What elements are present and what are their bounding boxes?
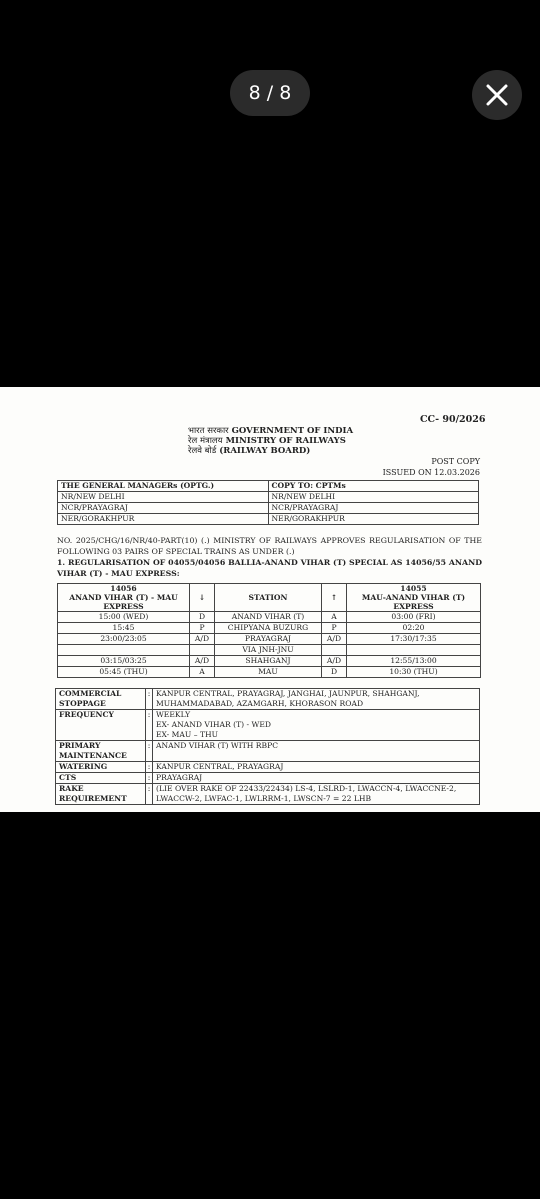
intro-paragraph: NO. 2025/CHG/16/NR/40-PART(10) (.) MINISTRY OF RAILWAYS APPROVES REGULARISATION OF THE FOLLOWING 03 PAIRS OF SPECIAL TRAINS AS UNDER (.) (57, 536, 482, 556)
cell: 17:30/17:35 (347, 634, 481, 645)
cell: A/D (190, 656, 215, 667)
letterhead-english: GOVERNMENT OF INDIA (231, 426, 354, 436)
cell: 10:30 (THU) (347, 667, 481, 678)
cell: A/D (322, 656, 347, 667)
detail-value: KANPUR CENTRAL, PRAYAGRAJ (153, 762, 480, 773)
detail-value: KANPUR CENTRAL, PRAYAGRAJ, JANGHAI, JAUNPUR, SHAHGANJ, MUHAMMADABAD, AZAMGARH, KHORASON ROAD (153, 689, 480, 710)
detail-value: PRAYAGRAJ (153, 773, 480, 784)
col-header (347, 584, 481, 612)
detail-line: EX- ANAND VIHAR (T) - WED (156, 720, 271, 729)
letterhead-hindi: भारत सरकार (188, 426, 229, 436)
close-icon (485, 83, 509, 107)
letterhead-english: MINISTRY OF RAILWAYS (225, 436, 346, 446)
detail-colon: : (146, 784, 153, 805)
detail-value (153, 710, 480, 741)
letterhead-hindi: रेलवे बोर्ड (188, 446, 217, 456)
body-text (57, 535, 482, 579)
table-row (56, 741, 480, 762)
cell: D (322, 667, 347, 678)
table-row (58, 612, 481, 623)
table-row (58, 503, 479, 514)
detail-line: WEEKLY (156, 710, 191, 719)
cell: 15:00 (WED) (58, 612, 190, 623)
cell: NER/GORAKHPUR (268, 514, 479, 525)
detail-key: PRIMARY MAINTENANCE (56, 741, 146, 762)
detail-colon: : (146, 762, 153, 773)
table-row (58, 634, 481, 645)
letterhead-hindi: रेल मंत्रालय (188, 436, 223, 446)
cell (190, 645, 215, 656)
cell: VIA JNH-JNU (215, 645, 322, 656)
detail-key: FREQUENCY (56, 710, 146, 741)
cell: 12:55/13:00 (347, 656, 481, 667)
detail-key: RAKE REQUIREMENT (56, 784, 146, 805)
detail-colon: : (146, 741, 153, 762)
col-header (58, 584, 190, 612)
table-row (56, 762, 480, 773)
issued-date: ISSUED ON 12.03.2026 (382, 468, 480, 477)
cell: A/D (322, 634, 347, 645)
table-row (58, 667, 481, 678)
item-heading (57, 557, 482, 579)
col-header: STATION (215, 584, 322, 612)
addressee-header: THE GENERAL MANAGERs (OPTG.) (58, 481, 269, 492)
detail-key: COMMERCIAL STOPPAGE (56, 689, 146, 710)
cell: PRAYAGRAJ (215, 634, 322, 645)
cell: 05:45 (THU) (58, 667, 190, 678)
cell: ANAND VIHAR (T) (215, 612, 322, 623)
addressee-table (57, 480, 479, 525)
detail-key: WATERING (56, 762, 146, 773)
reference-number: CC- 90/2026 (420, 414, 486, 425)
cell: A/D (190, 634, 215, 645)
cell: 03:00 (FRI) (347, 612, 481, 623)
post-copy: POST COPY (431, 457, 480, 466)
table-row (56, 710, 480, 741)
cell: NR/NEW DELHI (58, 492, 269, 503)
cell: 23:00/23:05 (58, 634, 190, 645)
letterhead-english: (RAILWAY BOARD) (219, 446, 311, 456)
cell: D (190, 612, 215, 623)
details-table (55, 688, 480, 805)
post-copy-block (383, 456, 480, 478)
detail-colon: : (146, 773, 153, 784)
cell: 03:15/03:25 (58, 656, 190, 667)
detail-key: CTS (56, 773, 146, 784)
cell: SHAHGANJ (215, 656, 322, 667)
letterhead-line (188, 426, 353, 436)
train-number: 14056 (110, 584, 137, 593)
table-row (58, 623, 481, 634)
table-row (58, 492, 479, 503)
copy-to-header: COPY TO: CPTMs (268, 481, 479, 492)
detail-colon: : (146, 689, 153, 710)
timetable (57, 583, 481, 678)
letterhead (188, 426, 353, 456)
table-row (58, 645, 481, 656)
letterhead-line (188, 446, 353, 456)
table-row (58, 656, 481, 667)
detail-colon: : (146, 710, 153, 741)
detail-value: (LIE OVER RAKE OF 22433/22434) LS-4, LSLRD-1, LWACCN-4, LWACCNE-2, LWACCW-2, LWFAC-1, LWLRRM-1, LWSCN-7 = 22 LHB (153, 784, 480, 805)
table-row (58, 514, 479, 525)
document-image (0, 387, 540, 812)
image-counter: 8 / 8 (230, 70, 310, 116)
cell: NCR/PRAYAGRAJ (58, 503, 269, 514)
col-header: ↓ (190, 584, 215, 612)
train-name: MAU-ANAND VIHAR (T) EXPRESS (361, 593, 466, 611)
table-row (56, 773, 480, 784)
letterhead-line (188, 436, 353, 446)
cell (322, 645, 347, 656)
cell: NER/GORAKHPUR (58, 514, 269, 525)
detail-value: ANAND VIHAR (T) WITH RBPC (153, 741, 480, 762)
table-row (56, 784, 480, 805)
cell: MAU (215, 667, 322, 678)
cell: NR/NEW DELHI (268, 492, 479, 503)
cell: 02:20 (347, 623, 481, 634)
close-button[interactable] (472, 70, 522, 120)
train-number: 14055 (400, 584, 427, 593)
detail-line: EX- MAU – THU (156, 730, 219, 739)
cell (58, 645, 190, 656)
cell: A (322, 612, 347, 623)
train-name: ANAND VIHAR (T) - MAU EXPRESS (69, 593, 178, 611)
cell (347, 645, 481, 656)
table-row (56, 689, 480, 710)
col-header: ↑ (322, 584, 347, 612)
cell: 15:45 (58, 623, 190, 634)
item-heading-text: 1. REGULARISATION OF 04055/04056 BALLIA-ANAND VIHAR (T) SPECIAL AS 14056/55 ANAND VIHAR (T) - MAU EXPRESS: (57, 558, 482, 578)
cell: NCR/PRAYAGRAJ (268, 503, 479, 514)
cell: P (322, 623, 347, 634)
cell: P (190, 623, 215, 634)
cell: A (190, 667, 215, 678)
cell: CHIPYANA BUZURG (215, 623, 322, 634)
